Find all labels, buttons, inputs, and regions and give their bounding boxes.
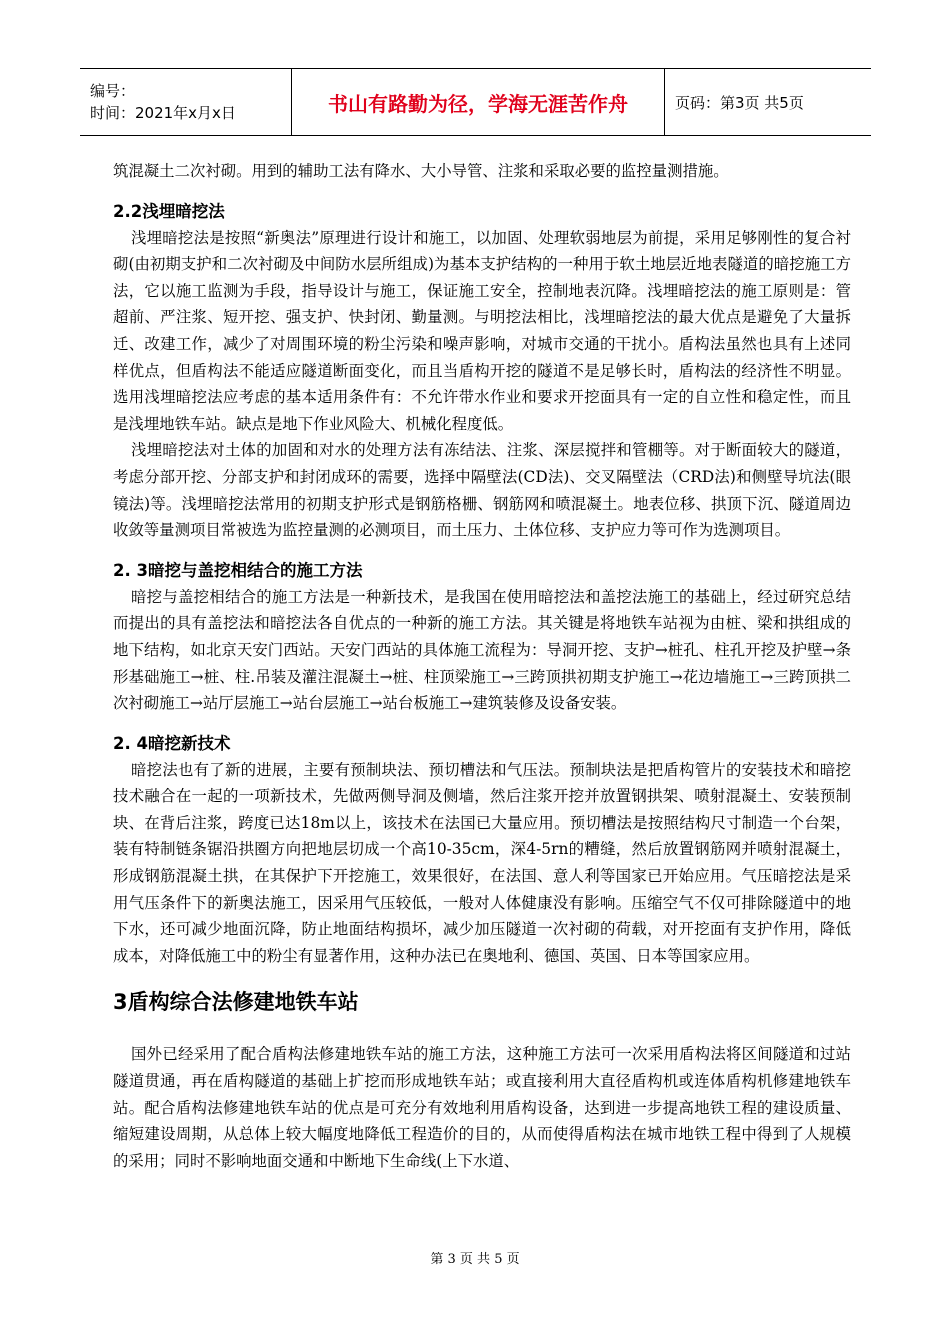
- chapter-heading-3: 3盾构综合法修建地铁车站: [113, 990, 359, 1015]
- document-body: [113, 158, 851, 1174]
- paragraph: 浅埋暗挖法对土体的加固和对水的处理方法有冻结法、注浆、深层搅拌和管棚等。对于断面较大的隧道，考虑分部开挖、分部支护和封闭成环的需要，选择中隔壁法(CD法)、交叉隔壁法（CRD法)和侧壁导坑法(眼镜法)等。浅埋暗挖法常用的初期支护形式是钢筋格栅、钢筋网和喷混凝土。地表位移、拱顶下沉、隧道周边收敛等量测项目常被选为监控量测的必测项目，而土压力、土体位移、支护应力等可作为选测项目。: [113, 441, 851, 540]
- section-heading-2-3: 2. 3暗挖与盖挖相结合的施工方法: [113, 560, 363, 580]
- paragraph: 暗挖与盖挖相结合的施工方法是一种新技术，是我国在使用暗挖法和盖挖法施工的基础上，经过研究总结而提出的具有盖挖法和暗挖法各自优点的一种新的施工方法。其关键是将地铁车站视为由桩、梁和拱组成的地下结构，如北京天安门西站。天安门西站的具体施工流程为：导洞开挖、支护→桩孔、柱孔开挖及护壁→条形基础施工→桩、柱.吊装及灌注混凝土→桩、柱顶梁施工→三跨顶拱初期支护施工→花边墙施工→三跨顶拱二次衬砌施工→站厅层施工→站台层施工→站台板施工→建筑装修及设备安装。: [113, 587, 851, 713]
- header-page-cell: [665, 69, 871, 135]
- section-heading-2-4: 2. 4暗挖新技术: [113, 733, 231, 753]
- paragraph: 筑混凝土二次衬砌。用到的辅助工法有降水、大小导管、注浆和采取必要的监控量测措施。: [113, 162, 729, 180]
- document-time-label: 时间：2021年x月x日: [90, 104, 236, 122]
- page-header: [80, 68, 871, 136]
- header-motto: 书山有路勤为径，学海无涯苦作舟: [328, 91, 628, 116]
- paragraph: 国外已经采用了配合盾构法修建地铁车站的施工方法，这种施工方法可一次采用盾构法将区间隧道和过站隧道贯通，再在盾构隧道的基础上扩挖而形成地铁车站；或直接利用大直径盾构机或连体盾构机修建地铁车站。配合盾构法修建地铁车站的优点是可充分有效地利用盾构设备，达到进一步提高地铁工程的建设质量、缩短建设周期，从总体上较大幅度地降低工程造价的目的，从而使得盾构法在城市地铁工程中得到了人规模的采用；同时不影响地面交通和中断地下生命线(上下水道、: [113, 1045, 851, 1170]
- section-heading-2-2: 2.2浅埋暗挖法: [113, 201, 225, 221]
- header-page-label: 页码：第3页 共5页: [675, 93, 804, 112]
- paragraph: 浅埋暗挖法是按照“新奥法”原理进行设计和施工，以加固、处理软弱地层为前提，采用足够刚性的复合衬砌(由初期支护和二次衬砌及中间防水层所组成)为基本支护结构的一种用于软土地层近地表隧道的暗挖施工方法，它以施工监测为手段，指导设计与施工，保证施工安全，控制地表沉降。浅埋暗挖法的施工原则是：管超前、严注浆、短开挖、强支护、快封闭、勤量测。与明挖法相比，浅埋暗挖法的最大优点是避免了大量拆迁、改建工作，减少了对周围环境的粉尘污染和噪声影响，对城市交通的干扰小。盾构法虽然也具有上述同样优点，但盾构法不能适应隧道断面变化，而且当盾构开挖的隧道不是足够长时，盾构法的经济性不明显。选用浅埋暗挖法应考虑的基本适用条件有：不允许带水作业和要求开挖面具有一定的自立性和稳定性，而且是浅埋地铁车站。缺点是地下作业风险大、机械化程度低。: [113, 228, 851, 433]
- paragraph: 暗挖法也有了新的进展，主要有预制块法、预切槽法和气压法。预制块法是把盾构管片的安装技术和暗挖技术融合在一起的一项新技术，先做两侧导洞及侧墙，然后注浆开挖并放置钢拱架、喷射混凝土、安装预制块、在背后注浆，跨度已达18m以上，该技术在法国已大量应用。预切槽法是按照结构尺寸制造一个台架，装有特制链条锯沿拱圈方向把地层切成一个高10-35cm，深4-5rn的糟缝，然后放置钢筋网并喷射混凝土，形成钢筋混凝土拱，在其保护下开挖施工，效果很好，在法国、意人利等国家已开始应用。气压暗挖法是采用气压条件下的新奥法施工，因采用气压较低，一般对人体健康没有影响。压缩空气不仅可排除隧道中的地下水，还可减少地面沉降，防止地面结构损坏，减少加压隧道一次衬砌的荷载，对开挖面有支护作用，降低成本，对降低施工中的粉尘有显著作用，这种办法已在奥地利、德国、英国、日本等国家应用。: [113, 760, 851, 965]
- header-motto-cell: [292, 69, 665, 135]
- document-number-label: 编号：: [90, 82, 136, 100]
- page-footer: 第 3 页 共 5 页: [430, 1252, 520, 1267]
- header-meta: [80, 69, 292, 135]
